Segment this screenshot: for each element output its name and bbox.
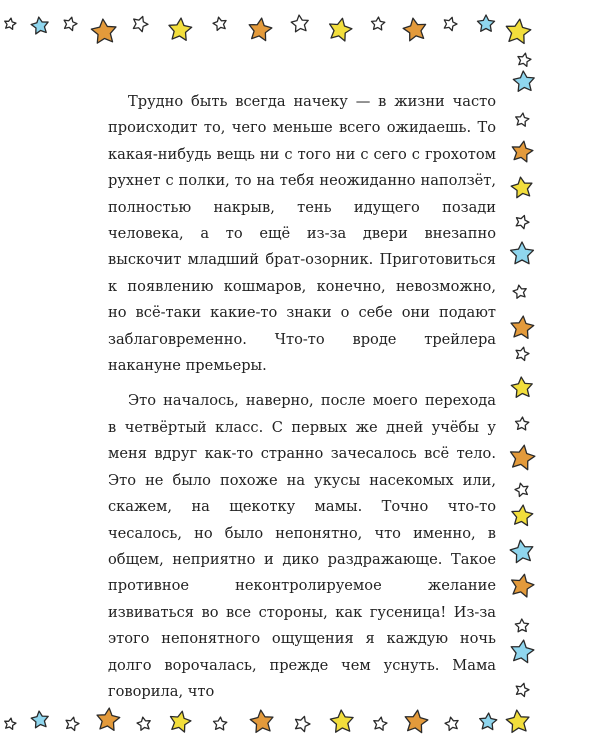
star-icon (91, 19, 116, 43)
star-icon (515, 483, 528, 496)
star-icon (31, 711, 48, 728)
star-icon (511, 445, 535, 469)
paragraph-2: Это началось, наверно, после моего перехода в четвёртый класс. С первых же дней учёбы у меня вдруг как-то странно зачесалось всё тело. Это не было похоже на укусы насекомых или, скажем, на щекотку мамы. Точно что-то чесалось, но было непонятно, что именно, в общем, неприятно и дико раздражающе. Такое противное неконтролируемое желание извиваться во все стороны, как гусеница! Из-за этого непонятного ощущения я каждую ночь долго ворочалась, прежде чем уснуть. Мама говорила, что (108, 392, 496, 700)
star-icon (64, 17, 77, 30)
star-icon (516, 417, 529, 430)
star-icon (477, 15, 494, 31)
star-icon (511, 177, 532, 198)
star-icon (513, 285, 526, 298)
star-icon (513, 71, 534, 91)
star-icon (512, 141, 533, 162)
star-icon (296, 716, 310, 731)
star-icon (330, 18, 352, 41)
star-icon (291, 15, 308, 32)
star-icon (214, 717, 227, 730)
star-icon (506, 19, 530, 43)
star-icon (137, 717, 150, 730)
star-icon (5, 18, 16, 29)
star-icon (249, 18, 272, 40)
star-icon (372, 17, 385, 30)
star-icon (480, 713, 497, 730)
star-icon (511, 316, 534, 338)
star-icon (169, 18, 192, 40)
star-icon (516, 113, 529, 126)
star-icon (511, 377, 532, 397)
star-icon (511, 242, 534, 264)
star-icon (512, 505, 533, 525)
body-text (108, 89, 496, 714)
star-icon (213, 17, 226, 30)
star-icon (5, 718, 16, 729)
star-icon (506, 710, 529, 732)
star-icon (66, 717, 79, 730)
star-icon (170, 711, 190, 732)
paragraph-1: Трудно быть всегда начеку — в жизни часто происходит то, чего меньше всего ожидаешь. То какая-нибудь вещь ни с того ни с сего с грохотом рухнет с полки, то на тебя неожиданно наползёт, полностью накрыв, тень идущего позади человека, а то ещё из-за двери внезапно выскочит младший брат-озорник. Приготовиться к появлению кошмаров, конечно, невозможно, но всё-таки какие-то знаки о себе они подают заблаговременно. Что-то вроде трейлера накануне премьеры. (108, 93, 496, 375)
star-icon (511, 640, 534, 662)
star-icon (374, 717, 387, 730)
star-icon (516, 347, 529, 360)
star-icon (516, 215, 529, 228)
star-icon (516, 683, 529, 696)
star-icon (510, 540, 533, 562)
star-icon (518, 53, 531, 66)
star-icon (445, 717, 458, 730)
star-icon (512, 574, 534, 597)
star-icon (444, 17, 457, 30)
star-icon (403, 18, 425, 41)
star-icon (515, 619, 528, 632)
star-icon (31, 17, 48, 34)
star-icon (133, 16, 148, 31)
